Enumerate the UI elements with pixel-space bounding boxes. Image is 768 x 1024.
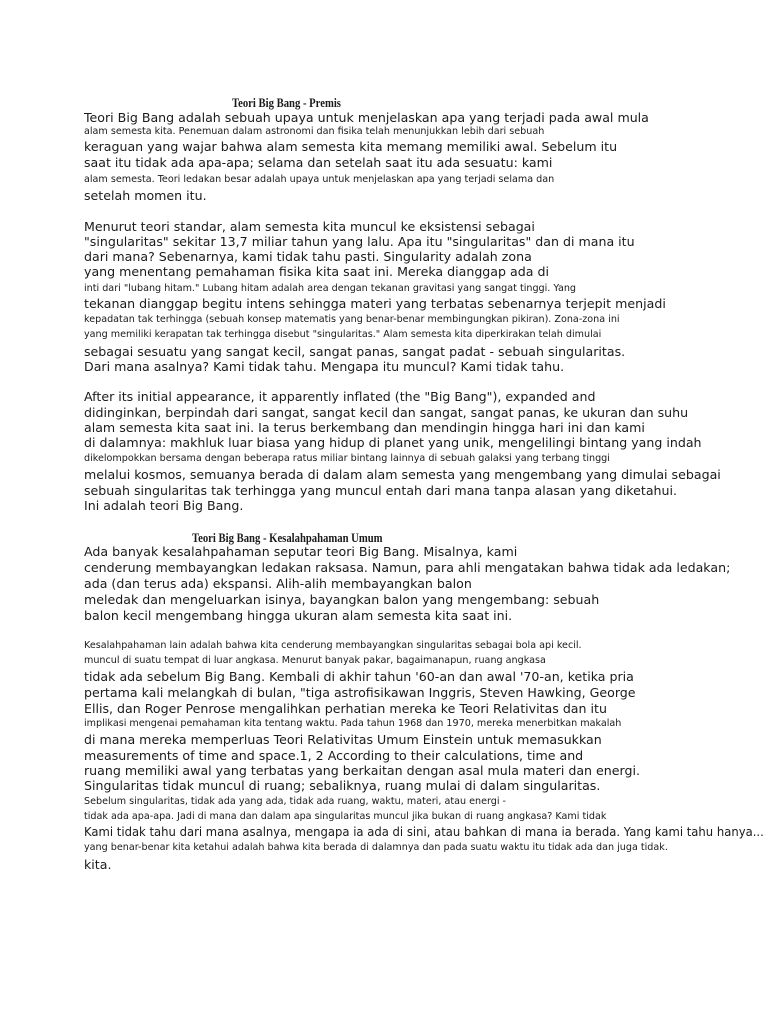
body-line: di dalamnya: makhluk luar biasa yang hidup di planet yang unik, mengelilingi bintang yang indah: [84, 435, 702, 450]
body-line: alam semesta kita. Penemuan dalam astronomi dan fisika telah menunjukkan lebih dari sebuah: [84, 126, 545, 137]
body-line: Sebelum singularitas, tidak ada yang ada, tidak ada ruang, waktu, materi, atau energi -: [84, 796, 507, 807]
body-line: After its initial appearance, it apparently inflated (the "Big Bang"), expanded and: [84, 389, 596, 404]
body-line: tidak ada sebelum Big Bang. Kembali di akhir tahun '60-an dan awal '70-an, ketika pria: [84, 669, 634, 684]
body-line: balon kecil mengembang hingga ukuran alam semesta kita saat ini.: [84, 608, 513, 623]
body-line: dari mana? Sebenarnya, kami tidak tahu pasti. Singularity adalah zona: [84, 249, 532, 264]
body-line: kepadatan tak terhingga (sebuah konsep matematis yang benar-benar membingungkan pikiran). Zona-zona ini: [84, 314, 620, 325]
body-line: sebuah singularitas tak terhingga yang muncul entah dari mana tanpa alasan yang diketahui.: [84, 483, 678, 498]
body-line: implikasi mengenai pemahaman kita tentang waktu. Pada tahun 1968 dan 1970, mereka menerbitkan makalah: [84, 718, 622, 729]
body-line: tidak ada apa-apa. Jadi di mana dan dalam apa singularitas muncul jika bukan di ruang angkasa? Kami tidak: [84, 811, 607, 822]
body-line: Kami tidak tahu dari mana asalnya, mengapa ia ada di sini, atau bahkan di mana ia berada. Yang kami tahu hanya...: [84, 824, 764, 839]
body-line: didinginkan, berpindah dari sangat, sangat kecil dan sangat, sangat panas, ke ukuran dan suhu: [84, 405, 689, 420]
body-line: meledak dan mengeluarkan isinya, bayangkan balon yang mengembang: sebuah: [84, 592, 600, 607]
body-line: Singularitas tidak muncul di ruang; sebaliknya, ruang mulai di dalam singularitas.: [84, 778, 601, 793]
body-line: keraguan yang wajar bahwa alam semesta kita memang memiliki awal. Sebelum itu: [84, 139, 618, 154]
body-line: saat itu tidak ada apa-apa; selama dan setelah saat itu ada sesuatu: kami: [84, 155, 553, 170]
body-line: kita.: [84, 857, 112, 872]
body-line: Dari mana asalnya? Kami tidak tahu. Mengapa itu muncul? Kami tidak tahu.: [84, 359, 565, 374]
body-line: melalui kosmos, semuanya berada di dalam alam semesta yang mengembang yang dimulai sebagai: [84, 467, 721, 482]
section-heading-premis: Teori Big Bang - Premis: [232, 96, 341, 110]
body-line: inti dari "lubang hitam." Lubang hitam adalah area dengan tekanan gravitasi yang sangat tinggi. Yang: [84, 283, 576, 294]
section-heading-kesalahpahaman: Teori Big Bang - Kesalahpahaman Umum: [192, 531, 383, 545]
body-line: yang menentang pemahaman fisika kita saat ini. Mereka dianggap ada di: [84, 264, 549, 279]
body-line: pertama kali melangkah di bulan, "tiga astrofisikawan Inggris, Steven Hawking, George: [84, 685, 636, 700]
body-line: muncul di suatu tempat di luar angkasa. Menurut banyak pakar, bagaimanapun, ruang angkasa: [84, 655, 546, 666]
body-line: dikelompokkan bersama dengan beberapa ratus miliar bintang lainnya di sebuah galaksi yang terbang tinggi: [84, 453, 610, 464]
body-line: measurements of time and space.1, 2 According to their calculations, time and: [84, 748, 584, 763]
body-line: Ada banyak kesalahpahaman seputar teori Big Bang. Misalnya, kami: [84, 544, 518, 559]
body-line: yang benar-benar kita ketahui adalah bahwa kita berada di dalamnya dan pada suatu waktu itu tidak ada dan juga tidak.: [84, 842, 668, 853]
body-line: "singularitas" sekitar 13,7 miliar tahun yang lalu. Apa itu "singularitas" dan di mana itu: [84, 234, 635, 249]
body-line: alam semesta. Teori ledakan besar adalah upaya untuk menjelaskan apa yang terjadi selama dan: [84, 174, 555, 185]
body-line: yang memiliki kerapatan tak terhingga disebut "singularitas." Alam semesta kita diperkirakan telah dimulai: [84, 329, 602, 340]
body-line: Teori Big Bang adalah sebuah upaya untuk menjelaskan apa yang terjadi pada awal mula: [84, 110, 649, 125]
body-line: Ini adalah teori Big Bang.: [84, 498, 244, 513]
body-line: ada (dan terus ada) ekspansi. Alih-alih membayangkan balon: [84, 576, 472, 591]
body-line: sebagai sesuatu yang sangat kecil, sangat panas, sangat padat - sebuah singularitas.: [84, 344, 626, 359]
body-line: ruang memiliki awal yang terbatas yang berkaitan dengan asal mula materi dan energi.: [84, 763, 640, 778]
body-line: tekanan dianggap begitu intens sehingga materi yang terbatas sebenarnya terjepit menjadi: [84, 296, 666, 311]
body-line: Ellis, dan Roger Penrose mengalihkan perhatian mereka ke Teori Relativitas dan itu: [84, 701, 607, 716]
body-line: alam semesta kita saat ini. Ia terus berkembang dan mendingin hingga hari ini dan kami: [84, 420, 645, 435]
body-line: setelah momen itu.: [84, 188, 207, 203]
body-line: Kesalahpahaman lain adalah bahwa kita cenderung membayangkan singularitas sebagai bola api kecil.: [84, 640, 582, 651]
body-line: di mana mereka memperluas Teori Relativitas Umum Einstein untuk memasukkan: [84, 732, 602, 747]
body-line: cenderung membayangkan ledakan raksasa. Namun, para ahli mengatakan bahwa tidak ada ledakan;: [84, 560, 731, 575]
body-line: Menurut teori standar, alam semesta kita muncul ke eksistensi sebagai: [84, 219, 535, 234]
